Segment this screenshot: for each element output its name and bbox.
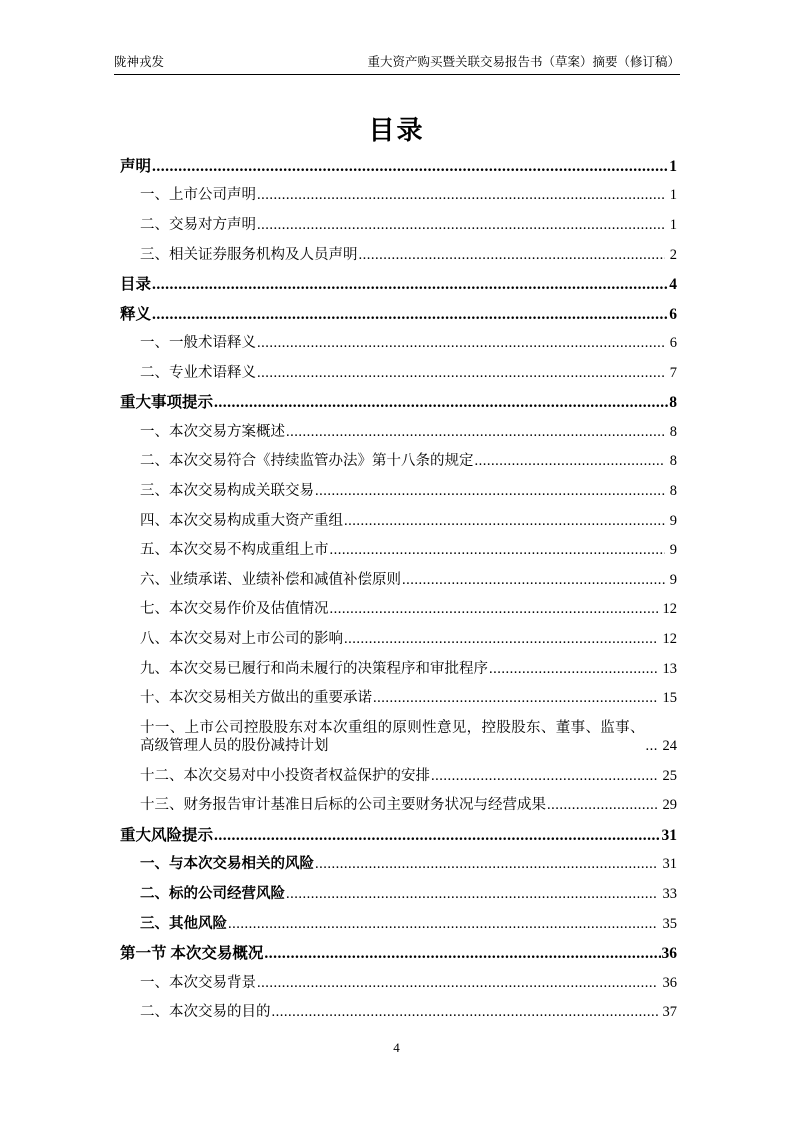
toc-entry-page-number: 1 — [669, 158, 677, 175]
toc-entry — [120, 630, 677, 648]
toc-entry-label: 二、标的公司经营风险 — [140, 885, 285, 902]
toc-entry — [120, 186, 677, 204]
toc-entry-label: 二、交易对方声明 — [140, 217, 256, 233]
dot-leader — [330, 541, 665, 559]
toc-entry-page-number: 36 — [661, 945, 677, 963]
toc-entry-label: 声明 — [120, 158, 152, 175]
dot-leader — [344, 512, 665, 530]
toc-entry — [120, 246, 677, 264]
header-document-title: 重大资产购买暨关联交易报告书（草案）摘要（修订稿） — [367, 55, 680, 69]
dot-leader — [373, 689, 658, 707]
toc-entry-page-number: 29 — [662, 797, 677, 814]
toc-entry-page-number: 6 — [669, 335, 677, 351]
dot-leader — [152, 157, 668, 176]
header-company-name: 陇神戎发 — [114, 55, 165, 69]
toc-entry — [120, 660, 677, 678]
toc-entry-page-number: 12 — [662, 601, 677, 618]
toc-entry — [120, 275, 677, 294]
toc-entry — [120, 393, 677, 412]
dot-leader — [315, 482, 665, 500]
toc-entry-page-number: 35 — [662, 915, 677, 932]
toc-entry-page-number: 7 — [669, 364, 677, 381]
toc-entry — [120, 974, 677, 992]
dot-leader — [475, 452, 665, 470]
toc-entry — [120, 689, 677, 707]
toc-entry-page-number: 25 — [662, 767, 677, 784]
toc-entry — [120, 885, 677, 903]
toc-entry — [120, 541, 677, 559]
toc-entry-label: 二、本次交易符合《持续监管办法》第十八条的规定 — [140, 453, 474, 470]
toc-entry — [120, 216, 677, 234]
dot-leader — [257, 364, 665, 382]
toc-entry-label: 第一节 本次交易概况 — [120, 945, 264, 963]
dot-leader — [257, 186, 665, 204]
toc-entry — [120, 767, 677, 785]
dot-leader — [257, 334, 665, 352]
toc-entry-page-number: 31 — [661, 826, 677, 844]
page-header — [114, 52, 680, 75]
toc-entry-label: 重大事项提示 — [120, 394, 214, 412]
toc-entry-label: 十、本次交易相关方做出的重要承诺 — [140, 690, 372, 707]
page-footer — [0, 1040, 793, 1056]
toc-entry-page-number: 8 — [669, 423, 677, 440]
toc-entry-page-number: 37 — [662, 1004, 677, 1021]
toc-entry-label: 目录 — [120, 276, 152, 294]
toc-entry-page-number: 1 — [669, 187, 677, 204]
dot-leader — [359, 246, 665, 264]
dot-leader — [646, 737, 658, 755]
toc-entry-page-number: 15 — [662, 690, 677, 707]
toc-entry-label: 三、相关证券服务机构及人员声明 — [140, 246, 358, 263]
toc-entry — [120, 855, 677, 873]
toc-entry-label: 二、专业术语释义 — [140, 364, 256, 381]
toc-entry-page-number: 33 — [662, 885, 677, 902]
toc-entry-page-number: 31 — [662, 856, 677, 873]
toc-entry-page-number: 6 — [669, 305, 677, 323]
toc-entry-label: 六、业绩承诺、业绩补偿和减值补偿原则 — [140, 571, 401, 588]
toc-entry — [120, 571, 677, 589]
page-number: 4 — [393, 1040, 400, 1055]
toc-entry — [120, 305, 677, 324]
toc-entry — [120, 423, 677, 441]
toc-entry-label: 二、本次交易的目的 — [140, 1004, 271, 1021]
toc-entry — [120, 452, 677, 470]
toc-entry-label: 释义 — [120, 305, 152, 323]
dot-leader — [257, 216, 665, 234]
toc-entry-page-number: 13 — [662, 660, 677, 677]
toc-entry-label: 一、与本次交易相关的风险 — [140, 856, 314, 873]
toc-entry — [120, 157, 677, 176]
toc-entry-page-number: 8 — [669, 482, 677, 499]
toc-entry-label: 一、本次交易方案概述 — [140, 423, 285, 440]
dot-leader — [344, 630, 658, 648]
dot-leader — [315, 855, 658, 873]
toc-entry-label: 八、本次交易对上市公司的影响 — [140, 631, 343, 647]
toc-entry-page-number: 12 — [662, 631, 677, 647]
dot-leader — [402, 571, 665, 589]
toc-entry — [120, 915, 677, 933]
dot-leader — [272, 1003, 658, 1021]
toc-entry-page-number: 8 — [669, 453, 677, 470]
toc-entry — [120, 826, 677, 845]
toc-entry-label: 十三、财务报告审计基准日后标的公司主要财务状况与经营成果 — [140, 797, 546, 814]
toc-entry-label: 十一、上市公司控股股东对本次重组的原则性意见，控股股东、董事、监事、高级管理人员的股份减持计划 — [140, 719, 645, 754]
dot-leader — [152, 275, 668, 294]
dot-leader — [152, 305, 668, 324]
toc-entry — [120, 1003, 677, 1021]
dot-leader — [330, 600, 658, 618]
dot-leader — [264, 944, 660, 963]
toc-entry — [120, 796, 677, 814]
dot-leader — [547, 796, 658, 814]
dot-leader — [489, 660, 658, 678]
toc-entry — [120, 512, 677, 530]
toc-entry-label: 七、本次交易作价及估值情况 — [140, 601, 329, 618]
toc-entry — [120, 600, 677, 618]
toc-entry-label: 十二、本次交易对中小投资者权益保护的安排 — [140, 767, 430, 784]
dot-leader — [214, 826, 660, 845]
toc-entry-label: 四、本次交易构成重大资产重组 — [140, 512, 343, 529]
toc-entry-label: 五、本次交易不构成重组上市 — [140, 542, 329, 559]
toc-entry-page-number: 8 — [669, 394, 677, 412]
toc-entry-page-number: 9 — [669, 571, 677, 588]
dot-leader — [257, 974, 658, 992]
toc-entry-page-number: 2 — [669, 246, 677, 263]
dot-leader — [286, 885, 658, 903]
toc-entry — [120, 482, 677, 500]
dot-leader — [286, 423, 665, 441]
toc-entry-label: 一、一般术语释义 — [140, 335, 256, 351]
toc-entry-page-number: 9 — [669, 542, 677, 559]
toc-entry — [120, 364, 677, 382]
toc-entry — [120, 334, 677, 352]
toc-entry-page-number: 9 — [669, 512, 677, 529]
toc-entry-page-number: 4 — [669, 276, 677, 294]
toc-entry-label: 重大风险提示 — [120, 826, 214, 844]
toc-entry-label: 三、本次交易构成关联交易 — [140, 482, 314, 499]
toc-entry-label: 三、其他风险 — [140, 915, 227, 932]
toc-entry-page-number: 1 — [669, 217, 677, 233]
toc-entry-page-number: 36 — [662, 974, 677, 991]
toc-entry — [120, 944, 677, 963]
toc-entry — [120, 719, 677, 755]
toc-page-title: 目录 — [368, 115, 425, 145]
toc-entry-label: 九、本次交易已履行和尚未履行的决策程序和审批程序 — [140, 660, 488, 677]
dot-leader — [431, 767, 658, 785]
toc-entry-label: 一、本次交易背景 — [140, 974, 256, 991]
toc-entry-page-number: 24 — [662, 738, 677, 754]
dot-leader — [214, 393, 668, 412]
dot-leader — [228, 915, 658, 933]
toc-entry-label: 一、上市公司声明 — [140, 187, 256, 204]
table-of-contents — [120, 157, 677, 1033]
